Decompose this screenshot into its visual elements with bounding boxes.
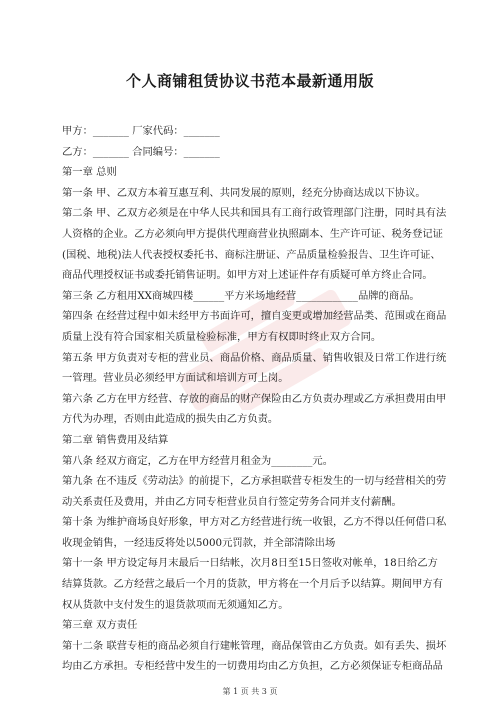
- paragraph-line: 第四条 在经营过程中如未经甲方书面许可，擅自变更或增加经营品类、范围或在商品: [62, 310, 447, 323]
- party-a-line: 甲方：_______ 厂家代码：_______: [62, 125, 220, 137]
- paragraph-line: 一管理。营业员必须经甲方面试和培训方可上岗。: [62, 372, 289, 385]
- paragraph-line: 第九条 在不违反《劳动法》的前提下，乙方承担联营专柜发生的一切与经营相关的劳: [62, 475, 447, 488]
- paragraph-line: 第十二条 联营专柜的商品必须自行建帐管理，商品保管由乙方负责。如有丢失、损坏: [62, 639, 447, 652]
- paragraph-line: 人资格的企业。乙方必须向甲方提供代理商营业执照副本、生产许可证、税务登记证: [62, 227, 443, 240]
- paragraph-line: 第三条 乙方租用XX商城四楼______平方米场地经营____________品牌的商品。: [62, 289, 420, 302]
- page-number-footer: 第 1 页 共 3 页: [222, 687, 278, 696]
- paragraph-line: 第一条 甲、乙双方本着互惠互利、共同发展的原则，经充分协商达成以下协议。: [62, 186, 426, 199]
- paragraph-line: 商品代理授权证书或委托销售证明。如甲方对上述证件存有质疑可单方终止合同。: [62, 269, 433, 282]
- paragraph-line: 收现金销售，一经违反将处以5000元罚款，并全部清除出场: [62, 536, 336, 549]
- paragraph-line: 动关系责任及费用，并由乙方同专柜营业员自行签定劳务合同并支付薪酬。: [62, 495, 402, 508]
- paragraph-line: 质量上没有符合国家相关质量检验标准，甲方有权即时终止双方合同。: [62, 330, 382, 343]
- chapter-heading: 第二章 销售费用及结算: [62, 433, 169, 446]
- paragraph-line: 第十条 为维护商场良好形象，甲方对乙方经营进行统一收银，乙方不得以任何借口私: [62, 516, 447, 529]
- paragraph-line: 权从货款中支付发生的退货款项而无须通知乙方。: [62, 598, 289, 611]
- paragraph-line: 方代为办理，否则由此造成的损失由乙方负责。: [62, 413, 279, 426]
- paragraph-line: 第十一条 甲方设定每月末最后一日结帐，次月8日至15日签收对帐单，18日给乙方: [62, 557, 438, 570]
- paragraph-line: 均由乙方承担。专柜经营中发生的一切费用均由乙方负担，乙方必须保证专柜商品品: [62, 660, 443, 673]
- party-b-line: 乙方：_______ 合同编号：_______: [62, 145, 220, 158]
- document-body: [62, 121, 452, 677]
- paragraph-line: 第二条 甲、乙双方必须是在中华人民共和国具有工商行政管理部门注册，同时具有法: [62, 207, 447, 220]
- paragraph-line: 第八条 经双方商定，乙方在甲方经营月租金为________元。: [62, 454, 333, 467]
- paragraph-line: 结算货款。乙方经营之最后一个月的货款，甲方将在一个月后予以结算。期间甲方有: [62, 578, 443, 591]
- paragraph-line: 第六条 乙方在甲方经营、存放的商品的财产保险由乙方负责办理或乙方承担费用由甲: [62, 392, 447, 405]
- paragraph-line: (国税、地税)法人代表授权委托书、商标注册证、产品质量检验报告、卫生许可证、: [62, 248, 441, 261]
- paragraph-line: 第五条 甲方负责对专柜的营业员、商品价格、商品质量、销售收银及日常工作进行统: [62, 351, 447, 364]
- document-title: 个人商铺租赁协议书范本最新通用版: [125, 72, 374, 90]
- chapter-heading: 第三章 双方责任: [62, 619, 138, 632]
- chapter-heading: 第一章 总则: [62, 166, 117, 179]
